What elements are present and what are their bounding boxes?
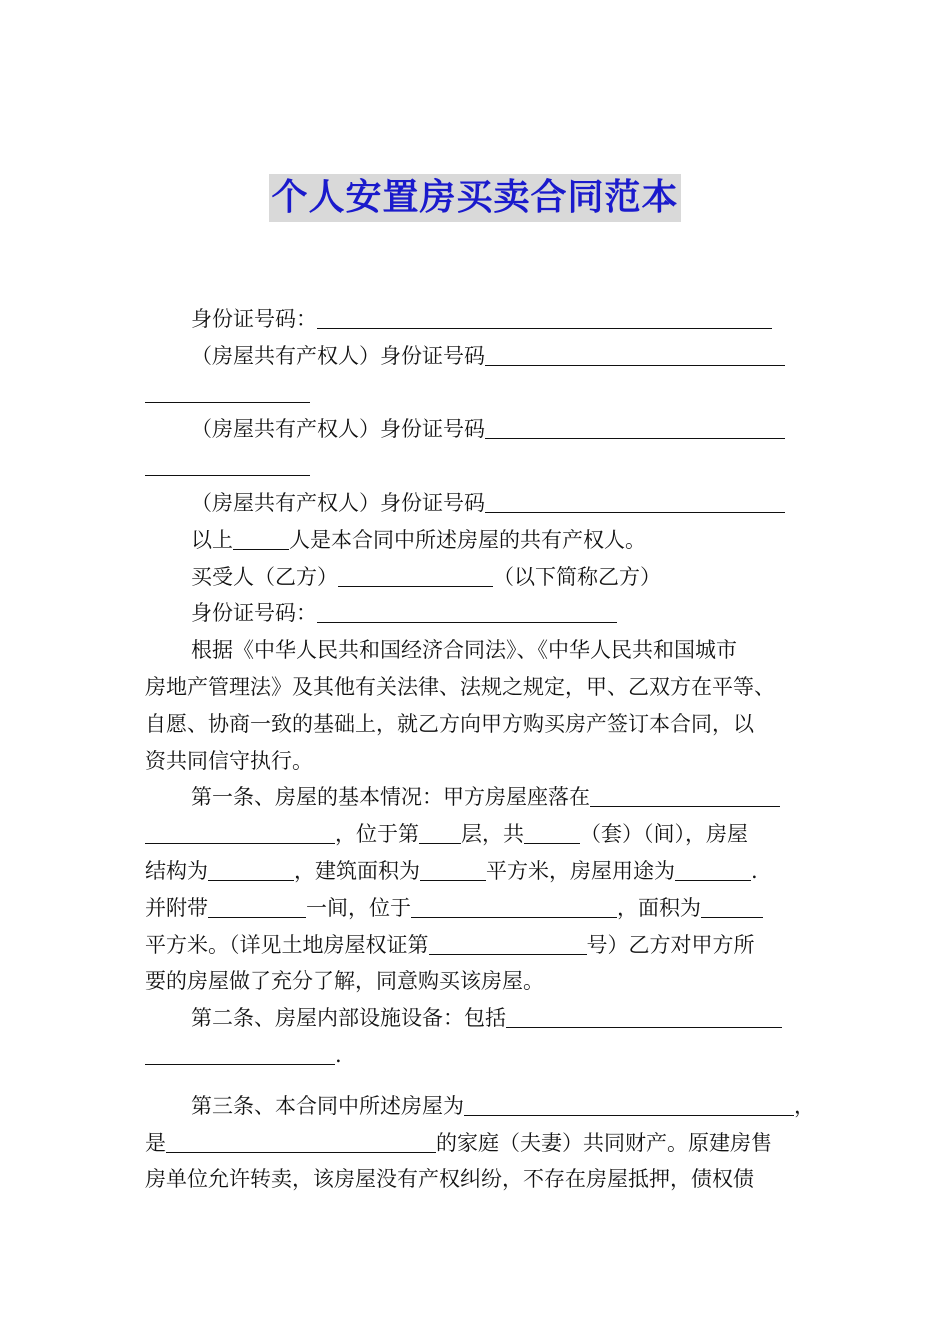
- para1-line-3: 自愿、协商一致的基础上，就乙方向甲方购买房产签订本合同，以: [145, 711, 754, 736]
- field-label: （房屋共有产权人）身份证号码: [191, 417, 485, 442]
- intro-line: [145, 485, 810, 522]
- art2-line-2: [145, 1037, 810, 1074]
- art1-text: ，建筑面积为: [294, 858, 420, 883]
- blank-field[interactable]: [485, 341, 785, 366]
- field-label: （房屋共有产权人）身份证号码: [191, 490, 485, 515]
- blank-field[interactable]: [145, 378, 310, 403]
- blank-field[interactable]: [233, 525, 289, 550]
- art1-text: 号）乙方对甲方所: [586, 932, 755, 957]
- blank-field[interactable]: [208, 893, 306, 918]
- art2-text: 第二条、房屋内部设施设备：包括: [191, 1006, 506, 1031]
- blank-field[interactable]: [675, 856, 751, 881]
- blank-field[interactable]: [208, 856, 294, 881]
- intro-line: [145, 301, 810, 338]
- blank-field[interactable]: [411, 893, 617, 918]
- blank-field[interactable]: [145, 1040, 335, 1065]
- art1-line-3: [145, 853, 810, 890]
- blank-field[interactable]: [590, 782, 780, 807]
- field-label: 以上: [191, 527, 233, 552]
- art3-line-3: 房单位允许转卖，该房屋没有产权纠纷，不存在房屋抵押，债权债: [145, 1167, 754, 1192]
- art1-text: 平方米，房屋用途为: [486, 858, 675, 883]
- field-label: 身份证号码：: [191, 307, 317, 331]
- art1-line-2: [145, 816, 810, 853]
- art2-line-1: [145, 1000, 810, 1037]
- art1-text: 结构为: [145, 858, 208, 883]
- contract-body: [145, 301, 815, 1198]
- art1-text: 一间，位于: [306, 895, 411, 920]
- intro-line: [145, 448, 810, 485]
- art3-text: ，: [794, 1093, 815, 1118]
- art1-text: 平方米。（详见土地房屋权证第: [145, 932, 429, 957]
- blank-field[interactable]: [464, 1091, 794, 1116]
- intro-line: [145, 522, 810, 559]
- art1-text: .: [751, 858, 758, 883]
- field-text: 人是本合同中所述房屋的共有产权人。: [289, 527, 646, 552]
- art1-line-1: [145, 779, 810, 816]
- art1-line-6: 要的房屋做了充分了解，同意购买该房屋。: [145, 969, 544, 994]
- blank-field[interactable]: [506, 1003, 782, 1028]
- para1-line-1: 根据《中华人民共和国经济合同法》、《中华人民共和国城市: [191, 638, 737, 663]
- blank-field[interactable]: [338, 562, 493, 587]
- intro-line: [145, 411, 810, 448]
- art3-line-1: [145, 1088, 815, 1125]
- blank-field[interactable]: [485, 414, 785, 439]
- art1-line-5: [145, 927, 810, 964]
- intro-line: [145, 559, 810, 596]
- art1-text: （套）（间），房屋: [580, 822, 748, 847]
- para1-line-2: 房地产管理法》及其他有关法律、法规之规定，甲、乙双方在平等、: [145, 674, 775, 699]
- art1-text: ，面积为: [617, 895, 701, 920]
- intro-lines: [145, 301, 810, 632]
- art3-text: 第三条、本合同中所述房屋为: [191, 1093, 464, 1118]
- blank-field[interactable]: [429, 930, 587, 955]
- field-text: （以下简称乙方）: [493, 564, 661, 589]
- art2-text: .: [335, 1042, 342, 1067]
- blank-field[interactable]: [419, 819, 461, 844]
- field-label: （房屋共有产权人）身份证号码: [191, 343, 485, 368]
- blank-field[interactable]: [145, 819, 335, 844]
- art1-text: 层，共: [461, 822, 524, 847]
- blank-field[interactable]: [317, 598, 617, 623]
- blank-field[interactable]: [317, 304, 772, 329]
- art3-text: 是: [145, 1130, 166, 1155]
- title-wrap: [0, 174, 950, 222]
- field-label: 身份证号码：: [191, 601, 317, 626]
- art1-line-4: [145, 890, 810, 927]
- blank-field[interactable]: [485, 488, 785, 513]
- art1-text: 并附带: [145, 895, 208, 920]
- blank-field[interactable]: [145, 451, 310, 476]
- blank-field[interactable]: [524, 819, 580, 844]
- art1-text: ，位于第: [335, 822, 419, 847]
- art1-text: 第一条、房屋的基本情况：甲方房屋座落在: [191, 785, 590, 810]
- blank-field[interactable]: [166, 1128, 436, 1153]
- field-label: 买受人（乙方）: [191, 564, 338, 589]
- spacer: [145, 1074, 810, 1088]
- para1-line-4: 资共同信守执行。: [145, 748, 313, 773]
- art3-line-2: [145, 1125, 810, 1162]
- page-title: 个人安置房买卖合同范本: [269, 174, 680, 222]
- blank-field[interactable]: [420, 856, 486, 881]
- art3-text: 的家庭（夫妻）共同财产。原建房售: [436, 1130, 772, 1155]
- intro-line: [145, 595, 810, 632]
- intro-line: [145, 338, 810, 375]
- blank-field[interactable]: [701, 893, 763, 918]
- intro-line: [145, 375, 810, 412]
